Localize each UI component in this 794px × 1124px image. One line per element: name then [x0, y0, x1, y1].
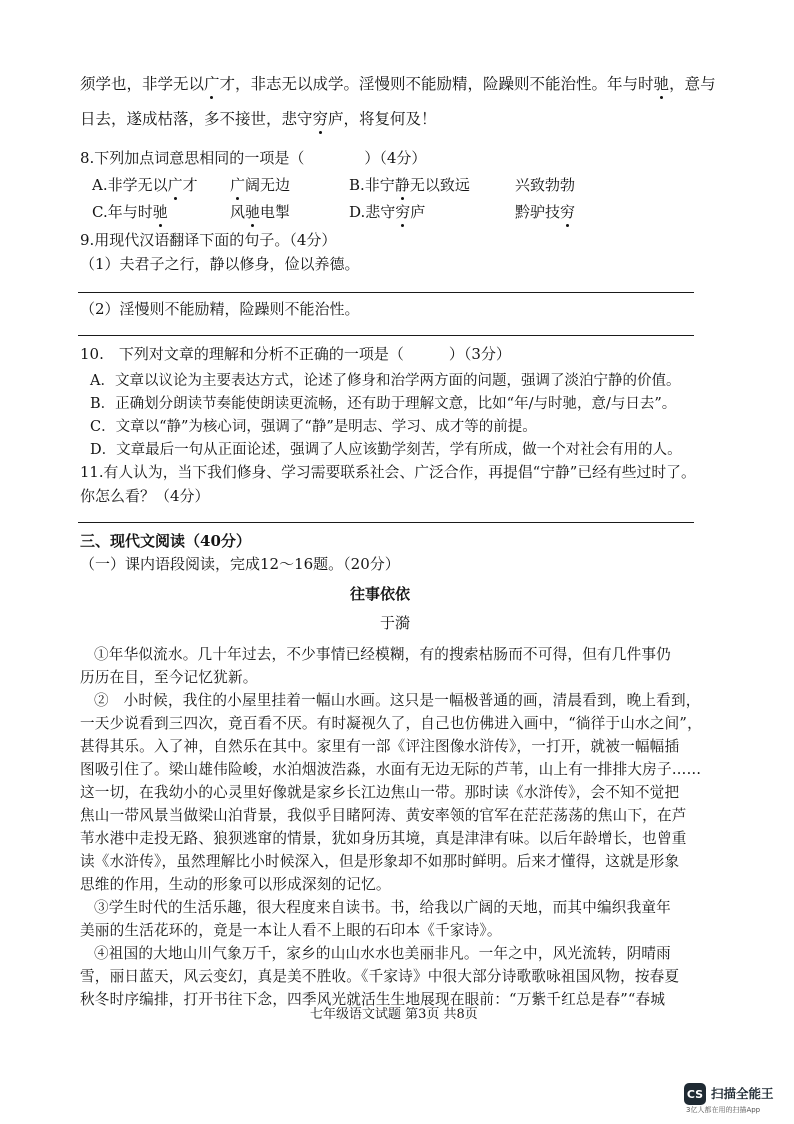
article-line: 一天少说看到三四次，竟百看不厌。有时凝视久了，自己也仿佛进入画中，“徜徉于山水之间”，: [80, 715, 702, 732]
page-footer: 七年级语文试题 第3页 共8页: [310, 1007, 478, 1022]
q9-sentence-2: （2）淫慢则不能励精，险躁则不能治性。: [80, 300, 360, 318]
article-line: ② 小时候，我住的小屋里挂着一幅山水画。这只是一幅极普通的画，清晨看到，晚上看到，: [94, 692, 701, 709]
article-title: 往事依依: [350, 585, 411, 603]
q8-stem: 8.下列加点词意思相同的一项是（ ）（4分）: [80, 149, 427, 167]
scanner-tagline: 3亿人都在用的扫描App: [686, 1106, 761, 1114]
passage-line-1: [80, 74, 716, 94]
article-line: 焦山一带风景当做梁山泊背景，我似乎目睹阿涛、黄安率领的官军在茫茫荡荡的焦山下，在芦: [80, 807, 687, 824]
article-line: ①年华似流水。几十年过去，不少事情已经模糊，有的搜索枯肠而不可得，但有几件事仍: [94, 646, 671, 663]
dotted-char: 穷: [312, 110, 329, 128]
article-line: 甚得其乐。入了神，自然乐在其中。家里有一部《评注图像水浒传》，一打开，就被一幅幅插: [80, 738, 680, 755]
text: 才，非志无以成学。淫慢则不能励精，险躁则不能治性。年与时: [219, 75, 654, 93]
article-line: 苇水港中走投无路、狼狈逃窜的情景，犹如身历其境，真是津津有味。以后年龄增长，也曾重: [80, 830, 687, 847]
dotted-char: 驰: [653, 75, 670, 93]
article-line: ④祖国的大地山川气象万千，家乡的山山水水也美丽非凡。一年之中，风光流转，阴晴雨: [94, 945, 671, 962]
q8-option-b1: B.非宁静无以致远: [349, 176, 470, 194]
dotted-char: 广: [204, 75, 220, 93]
scanner-app-name: 扫描全能王: [711, 1086, 774, 1101]
article-line: 这一切，在我幼小的心灵里好像就是家乡长江边焦山一带。那时读《水浒传》，会不知不觉把: [80, 784, 680, 801]
q9-stem: 9.用现代汉语翻译下面的句子。（4分）: [80, 231, 337, 249]
scanner-logo-icon: CS: [684, 1083, 706, 1105]
answer-line[interactable]: [78, 292, 694, 293]
q10-option-d: D．文章最后一句从正面论述，强调了人应该勤学刻苦，学有所成，做一个对社会有用的人。: [90, 442, 682, 458]
q10-option-a: A．文章以议论为主要表达方式，论述了修身和治学两方面的问题，强调了淡泊宁静的价值。: [90, 373, 681, 389]
q10-option-c: C．文章以“静”为核心词，强调了“静”是明志、学习、成才等的前提。: [90, 419, 537, 435]
article-author: 于漪: [380, 614, 411, 632]
q8-option-d1: D.悲守穷庐: [349, 203, 426, 221]
text: 须学也，非学无以: [80, 75, 205, 93]
q9-sentence-1: （1）夫君子之行，静以修身，俭以养德。: [80, 255, 360, 273]
q8-option-b2: 兴致勃勃: [515, 176, 576, 194]
article-line: 秋冬时序编排，打开书往下念，四季风光就活生生地展现在眼前：“万紫千红总是春”“春城: [80, 991, 666, 1008]
q8-option-d2: 黔驴技穷: [515, 203, 576, 221]
q8-option-a2: 广阔无边: [230, 176, 291, 194]
article-line: 图吸引住了。梁山雄伟险峻，水泊烟波浩淼，水面有无边无际的芦苇，山上有一排排大房子……: [80, 761, 702, 778]
article-line: 美丽的生活花环的，竟是一本让人看不上眼的石印本《千家诗》。: [80, 922, 502, 939]
answer-line[interactable]: [78, 522, 694, 523]
text: 日去，遂成枯落，多不接世，悲守: [80, 110, 313, 128]
text: ，意与: [669, 75, 716, 93]
article-line: 读《水浒传》，虽然理解比小时候深入，但是形象却不如那时鲜明。后来才懂得，这就是形象: [80, 853, 680, 870]
q10-stem: 10. 下列对文章的理解和分析不正确的一项是（ ）（3分）: [80, 345, 511, 363]
passage-line-2: [80, 109, 437, 129]
article-line: ③学生时代的生活乐趣，很大程度来自读书。书，给我以广阔的天地，而其中编织我童年: [94, 899, 671, 916]
q10-option-b: B．正确划分朗读节奏能使朗读更流畅，还有助于理解文意，比如“年/与时驰，意/与日去”。: [90, 396, 677, 412]
article-line: 历历在目，至今记忆犹新。: [80, 669, 258, 686]
text: 庐，将复何及！: [328, 110, 437, 128]
article-line: 雪，丽日蓝天，风云变幻，真是美不胜收。《千家诗》中很大部分诗歌歌咏祖国风物，按春夏: [80, 968, 680, 985]
article-line: 思维的作用，生动的形象可以形成深刻的记忆。: [80, 876, 391, 893]
q11-line-1: 11.有人认为，当下我们修身、学习需要联系社会、广泛合作，再提倡“宁静”已经有些过时了。: [80, 464, 696, 481]
q8-option-c2: 风驰电掣: [230, 203, 291, 221]
section-heading: 三、现代文阅读（40分）: [80, 532, 251, 550]
q8-option-a1: A.非学无以广才: [92, 176, 198, 194]
section-subheading: （一）课内语段阅读，完成12～16题。（20分）: [80, 555, 400, 573]
answer-line[interactable]: [78, 335, 694, 336]
q8-option-c1: C.年与时驰: [92, 203, 168, 221]
q11-line-2: 你怎么看？（4分）: [80, 487, 210, 505]
